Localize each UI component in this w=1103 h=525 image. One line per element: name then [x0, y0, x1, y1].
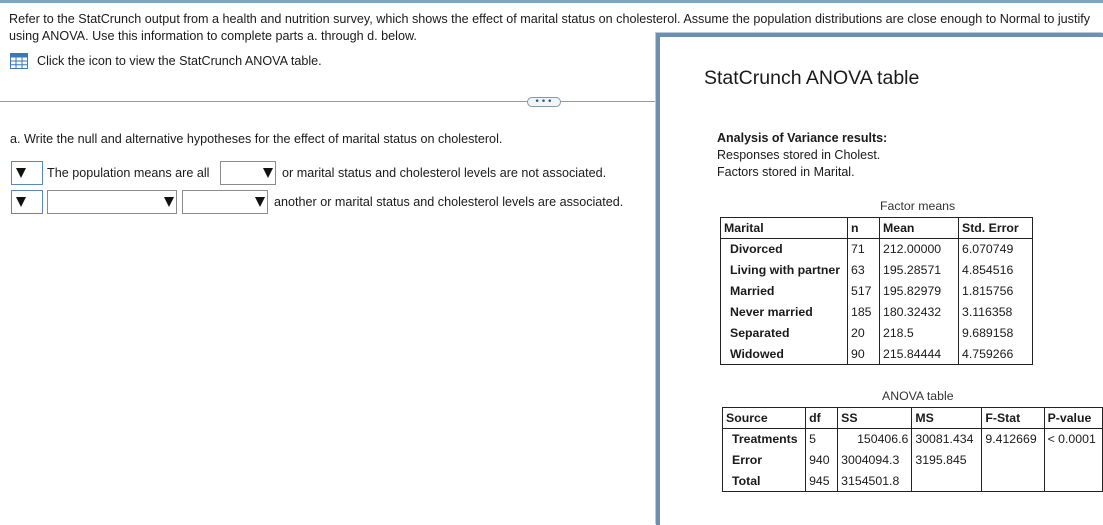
- top-rule: [0, 0, 1103, 3]
- table-row: [721, 302, 1033, 323]
- header-cell: Marital: [721, 218, 848, 239]
- row-label: Error: [723, 450, 806, 471]
- cell-mean: 180.32432: [880, 302, 959, 323]
- cell-mean: 195.82979: [880, 281, 959, 302]
- anova-table: [722, 407, 1103, 492]
- cell-n: 71: [848, 239, 880, 260]
- cell-p-value: [1044, 471, 1102, 492]
- header-cell: MS: [912, 408, 982, 429]
- cell-ms: 30081.434: [912, 429, 982, 450]
- cell-p-value: < 0.0001: [1044, 429, 1102, 450]
- cell-mean: 218.5: [880, 323, 959, 344]
- header-cell: n: [848, 218, 880, 239]
- h0-text-start: The population means are all: [47, 166, 210, 180]
- header-cell: df: [806, 408, 838, 429]
- anova-table-popup: [656, 33, 1103, 525]
- cell-std-error: 1.815756: [959, 281, 1033, 302]
- table-row: [723, 450, 1103, 471]
- table-row: [721, 344, 1033, 365]
- expand-ellipsis-button[interactable]: •••: [527, 97, 561, 107]
- factor-means-table: [720, 217, 1033, 365]
- header-cell: Source: [723, 408, 806, 429]
- cell-std-error: 4.854516: [959, 260, 1033, 281]
- header-cell: Mean: [880, 218, 959, 239]
- cell-mean: 195.28571: [880, 260, 959, 281]
- cell-df: 945: [806, 471, 838, 492]
- cell-ss: 3154501.8: [838, 471, 912, 492]
- row-label: Separated: [721, 323, 848, 344]
- cell-mean: 212.00000: [880, 239, 959, 260]
- h0-relation-dropdown[interactable]: [220, 161, 276, 185]
- factors-line: Factors stored in Marital.: [717, 165, 855, 179]
- ha-quantifier-dropdown[interactable]: [47, 190, 177, 214]
- cell-ss: 3004094.3: [838, 450, 912, 471]
- row-label: Divorced: [721, 239, 848, 260]
- question-intro: Refer to the StatCrunch output from a health and nutrition survey, which shows the effect of marital status on cholesterol. Assume the population distributions are close enough to Normal to justify using ANOVA. Use this information to complete parts a. through d. below.: [9, 12, 1091, 43]
- responses-line: Responses stored in Cholest.: [717, 148, 881, 162]
- cell-mean: 215.84444: [880, 344, 959, 365]
- cell-df: 940: [806, 450, 838, 471]
- table-row: [721, 260, 1033, 281]
- chevron-down-icon: [16, 197, 26, 207]
- cell-ms: 3195.845: [912, 450, 982, 471]
- analysis-summary: [717, 130, 887, 181]
- anova-table-caption: ANOVA table: [882, 389, 954, 403]
- row-label: Never married: [721, 302, 848, 323]
- row-label: Living with partner: [721, 260, 848, 281]
- h0-statement-dropdown[interactable]: [11, 161, 43, 185]
- cell-n: 63: [848, 260, 880, 281]
- chevron-down-icon: [263, 168, 273, 178]
- cell-f-stat: [982, 450, 1044, 471]
- ha-statement-dropdown[interactable]: [11, 190, 43, 214]
- table-row: [721, 281, 1033, 302]
- cell-std-error: 6.070749: [959, 239, 1033, 260]
- chevron-down-icon: [255, 197, 265, 207]
- cell-std-error: 4.759266: [959, 344, 1033, 365]
- row-label: Widowed: [721, 344, 848, 365]
- row-label: Total: [723, 471, 806, 492]
- cell-ss: 150406.6: [838, 429, 912, 450]
- results-heading: Analysis of Variance results:: [717, 131, 888, 145]
- header-cell: SS: [838, 408, 912, 429]
- cell-p-value: [1044, 450, 1102, 471]
- ha-text-end: another or marital status and cholesterol levels are associated.: [274, 195, 624, 209]
- h0-text-end: or marital status and cholesterol levels are not associated.: [282, 166, 607, 180]
- view-anova-table-link[interactable]: [10, 53, 322, 69]
- table-row: [723, 471, 1103, 492]
- cell-f-stat: [982, 471, 1044, 492]
- table-row: [723, 429, 1103, 450]
- cell-n: 517: [848, 281, 880, 302]
- table-header-row: [723, 408, 1103, 429]
- popup-title: StatCrunch ANOVA table: [704, 67, 920, 89]
- header-cell: P-value: [1044, 408, 1102, 429]
- cell-std-error: 9.689158: [959, 323, 1033, 344]
- cell-n: 20: [848, 323, 880, 344]
- row-label: Treatments: [723, 429, 806, 450]
- chevron-down-icon: [164, 197, 174, 207]
- factor-means-caption: Factor means: [880, 199, 956, 213]
- chevron-down-icon: [16, 168, 26, 178]
- view-anova-table-text[interactable]: Click the icon to view the StatCrunch ANOVA table.: [37, 54, 322, 68]
- row-label: Married: [721, 281, 848, 302]
- cell-df: 5: [806, 429, 838, 450]
- cell-n: 185: [848, 302, 880, 323]
- table-row: [721, 323, 1033, 344]
- ha-relation-dropdown[interactable]: [182, 190, 268, 214]
- header-cell: F-Stat: [982, 408, 1044, 429]
- table-header-row: [721, 218, 1033, 239]
- part-a-question: a. Write the null and alternative hypotheses for the effect of marital status on cholesterol.: [10, 132, 503, 146]
- table-grid-icon[interactable]: [10, 53, 28, 69]
- table-row: [721, 239, 1033, 260]
- cell-ms: [912, 471, 982, 492]
- cell-f-stat: 9.412669: [982, 429, 1044, 450]
- cell-n: 90: [848, 344, 880, 365]
- cell-std-error: 3.116358: [959, 302, 1033, 323]
- header-cell: Std. Error: [959, 218, 1033, 239]
